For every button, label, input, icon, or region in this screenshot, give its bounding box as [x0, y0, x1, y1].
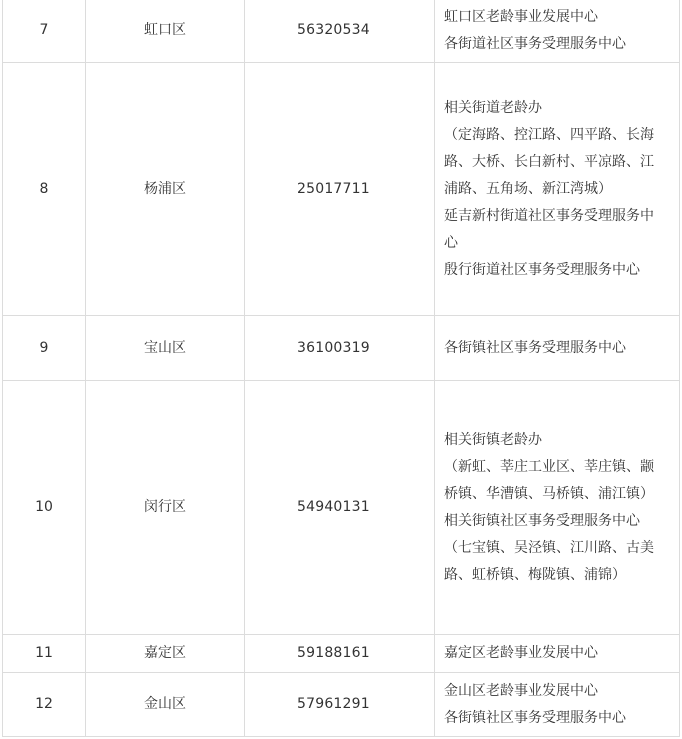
organization-line: 各街镇社区事务受理服务中心: [444, 709, 626, 726]
table-row: [3, 635, 680, 673]
district-name: 闵行区: [86, 381, 245, 635]
phone-number: 54940131: [245, 381, 435, 635]
organization-line: 相关街道老龄办: [444, 99, 542, 116]
organization-cell: [435, 0, 680, 63]
organization-cell: [435, 381, 680, 635]
table-row: [3, 316, 680, 381]
row-number: 10: [3, 381, 86, 635]
district-name: 杨浦区: [86, 63, 245, 316]
phone-number: 36100319: [245, 316, 435, 381]
row-number: 9: [3, 316, 86, 381]
organization-line: 相关街镇社区事务受理服务中心: [444, 512, 640, 529]
organization-line: 嘉定区老龄事业发展中心: [444, 645, 598, 661]
phone-number: 56320534: [245, 0, 435, 63]
service-directory-table: [2, 0, 680, 737]
district-name: 宝山区: [86, 316, 245, 381]
organization-line: 各街镇社区事务受理服务中心: [444, 339, 626, 356]
organization-cell: [435, 635, 680, 673]
organization-cell: [435, 316, 680, 381]
table-row: [3, 673, 680, 737]
district-name: 虹口区: [86, 0, 245, 63]
organization-line: （定海路、控江路、四平路、长海路、大桥、长白新村、平凉路、江浦路、五角场、新江湾城）: [444, 126, 654, 197]
organization-line: 金山区老龄事业发展中心: [444, 682, 598, 699]
phone-number: 59188161: [245, 635, 435, 673]
row-number: 7: [3, 0, 86, 63]
organization-line: （新虹、莘庄工业区、莘庄镇、颛桥镇、华漕镇、马桥镇、浦江镇）: [444, 458, 654, 502]
table-row: [3, 381, 680, 635]
organization-line: 延吉新村街道社区事务受理服务中心: [444, 207, 654, 251]
organization-cell: [435, 63, 680, 316]
organization-line: 虹口区老龄事业发展中心: [444, 8, 598, 25]
district-name: 嘉定区: [86, 635, 245, 673]
row-number: 11: [3, 635, 86, 673]
row-number: 8: [3, 63, 86, 316]
district-name: 金山区: [86, 673, 245, 737]
organization-cell: [435, 673, 680, 737]
table-row: [3, 63, 680, 316]
organization-line: 各街道社区事务受理服务中心: [444, 35, 626, 52]
row-number: 12: [3, 673, 86, 737]
organization-line: 殷行街道社区事务受理服务中心: [444, 261, 640, 278]
phone-number: 25017711: [245, 63, 435, 316]
organization-line: （七宝镇、吴泾镇、江川路、古美路、虹桥镇、梅陇镇、浦锦）: [444, 539, 654, 583]
organization-line: 相关街镇老龄办: [444, 431, 542, 448]
table-row: [3, 0, 680, 63]
phone-number: 57961291: [245, 673, 435, 737]
